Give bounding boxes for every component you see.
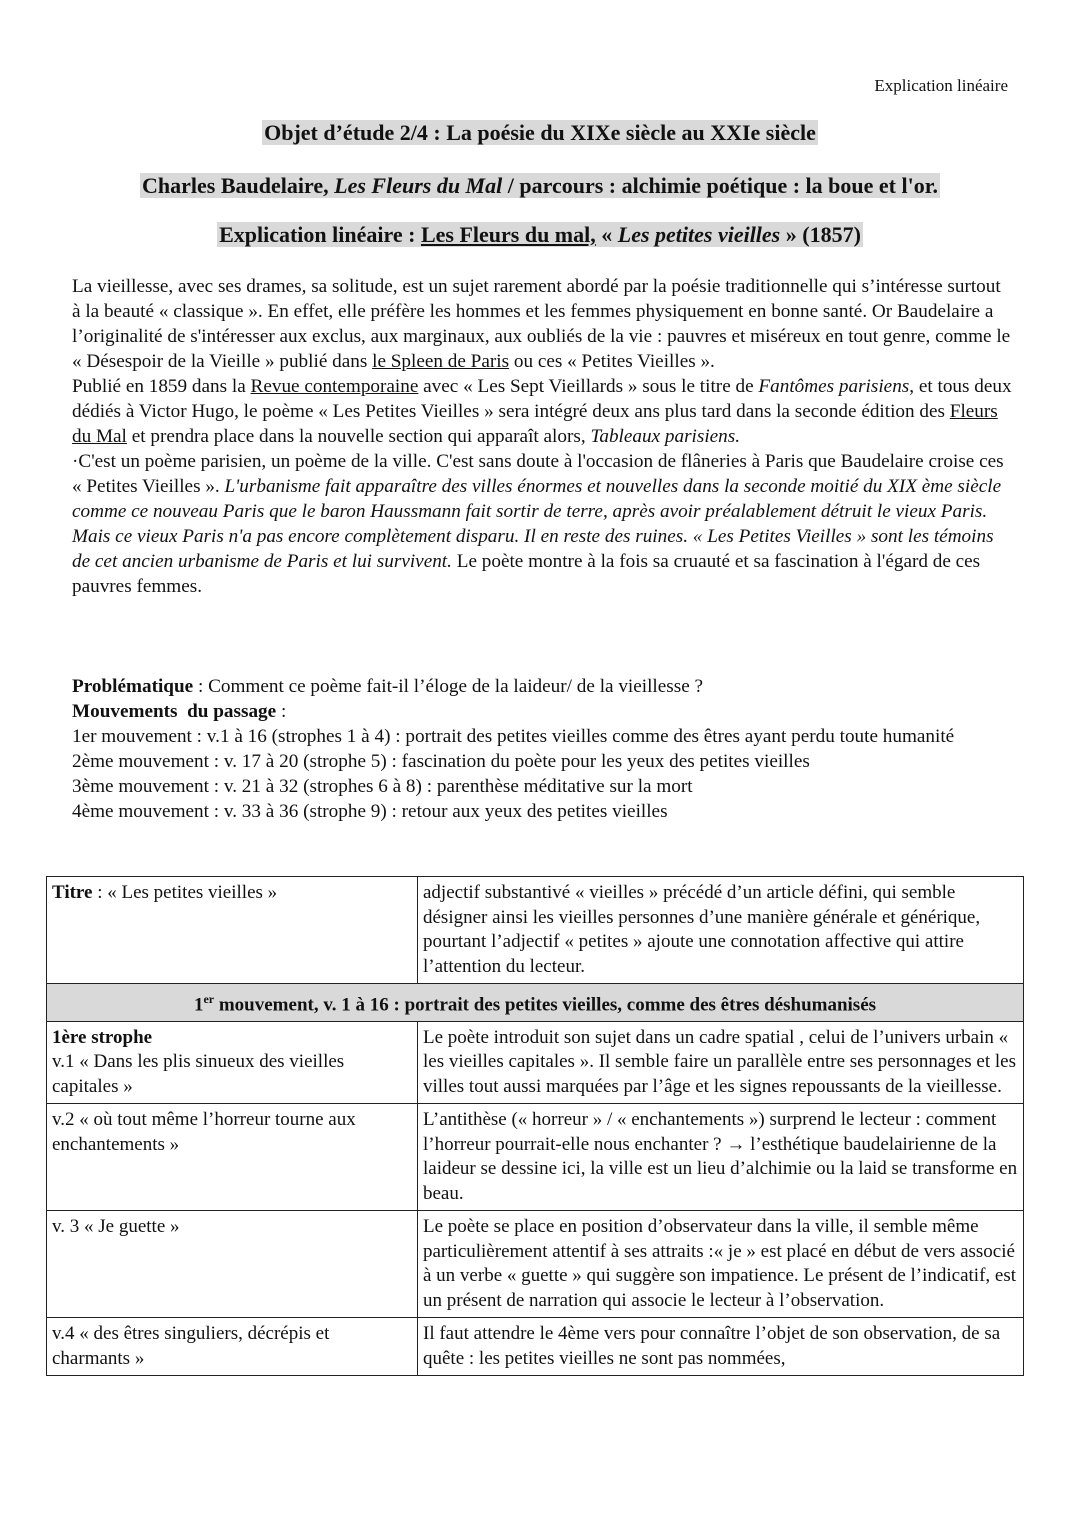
movement-header-row [47,984,1024,1022]
intro-p1-underlined: le Spleen de Paris [372,351,510,372]
mouvements-label: Mouvements du passage [72,701,277,722]
study-object-title [0,120,1080,146]
comment-cell: L’antithèse (« horreur » / « enchantements ») surprend le lecteur : comment l’horreur pourrait-elle nous enchanter ? → l’esthétique baudelairienne de la laideur se dessine ici, la ville est un lieu d’alchimie ou la laid se transforme en beau. [418,1104,1024,1211]
parcours-work: Les Fleurs du Mal [334,173,503,198]
intro-p1-end: ou ces « Petites Vieilles ». [509,351,715,372]
title-row [47,877,1024,984]
table-row [47,1211,1024,1318]
verse-cell [47,1021,418,1104]
explication-year: » (1857) [780,222,861,247]
problematique-text: : Comment ce poème fait-il l’éloge de la laideur/ de la vieillesse ? [193,676,704,697]
verse-cell: v. 3 « Je guette » [47,1211,418,1318]
problematique-label: Problématique [72,676,194,697]
title-label: Titre [52,882,93,903]
explication-prefix: Explication linéaire : [219,222,421,247]
mouvements-colon: : [276,701,287,722]
explication-quote-open: « [595,222,618,247]
intro-p2-text-b: avec « Les Sept Vieillards » sous le titre de [418,376,759,397]
title-text: : « Les petites vieilles » [92,882,278,903]
problematique-line [72,674,1012,699]
table-row [47,1318,1024,1376]
parcours-title [0,173,1080,199]
mouvement-2: 2ème mouvement : v. 17 à 20 (strophe 5) : fascination du poète pour les yeux des petites vieilles [72,751,810,772]
verse-cell: v.4 « des êtres singuliers, décrépis et charmants » [47,1318,418,1376]
explication-poem: Les petites vieilles [617,222,781,247]
problematique-section [72,674,1012,824]
intro-p2-text-c: , et tous deux dédiés à Victor Hugo, le poème « Les Petites Vieilles » sera intégré deux ans plus tard dans la seconde édition des [72,376,1012,422]
intro-p2-text-a: Publié en 1859 dans la [72,376,251,397]
verse-quote: v.1 « Dans les plis sinueux des vieilles capitales » [52,1051,345,1097]
movement-number: 1 [193,994,204,1016]
explication-highlight [217,222,863,247]
comment-cell: Le poète introduit son sujet dans un cadre spatial , celui de l’univers urbain « les vieilles capitales ». Il semble faire un parallèle entre ses personnages et les villes tout aussi marquées par l’âge et les signes repoussants de la vieillesse. [418,1021,1024,1104]
verse-cell: v.2 « où tout même l’horreur tourne aux enchantements » [47,1104,418,1211]
study-object-text: Objet d’étude 2/4 : La poésie du XIXe siècle au XXIe siècle [264,120,816,145]
explication-work: Les Fleurs du mal, [420,222,596,247]
introduction [72,274,1012,599]
title-cell [47,877,418,984]
intro-paragraph-3 [72,449,1012,599]
stanza-label: 1ère strophe [52,1026,153,1048]
analysis-table [46,876,1024,1376]
parcours-highlight [140,173,940,198]
mouvements-heading [72,699,1012,724]
intro-paragraph-2 [72,374,1012,449]
parcours-rest: / parcours : alchimie poétique : la boue et l'or. [502,173,938,198]
intro-p2-underlined-1: Revue contemporaine [250,376,419,397]
table-row [47,1104,1024,1211]
table-row [47,1021,1024,1104]
mouvement-3: 3ème mouvement : v. 21 à 32 (strophes 6 à 8) : parenthèse méditative sur la mort [72,776,693,797]
page-header-label: Explication linéaire [874,76,1008,95]
movement-header [47,984,1024,1022]
intro-p1-text: La vieillesse, avec ses drames, sa solitude, est un sujet rarement abordé par la poésie traditionnelle qui s’intéresse surtout à la beauté « classique ». En effet, elle préfère les hommes et les femmes physiquement en bonne santé. Or Baudelaire a l’originalité de s'intéresser aux exclus, aux marginaux, aux oubliés de la vie : pauvres et miséreux en tout genre, comme le « Désespoir de la Vieille » publié dans [72,276,1011,372]
intro-p2-underlined-2: Fleurs du Mal [72,401,998,447]
intro-p3-italic: L'urbanisme fait apparaître des villes énormes et nouvelles dans la seconde moitié du XIX ème siècle comme ce nouveau Paris que le baron Haussmann fait sortir de terre, après avoir préalablement détruit le vieux Paris. Mais ce vieux Paris n'a pas encore complètement disparu. Il en reste des ruines. « Les Petites Vieilles » sont les témoins de cet ancien urbanisme de Paris et lui survivent. [72,476,1002,572]
explication-title [0,222,1080,248]
comment-cell: Il faut attendre le 4ème vers pour connaître l’objet de son observation, de sa quête : les petites vieilles ne sont pas nommées, [418,1318,1024,1376]
intro-paragraph-1 [72,274,1012,374]
mouvement-1: 1er mouvement : v.1 à 16 (strophes 1 à 4) : portrait des petites vieilles comme des êtres ayant perdu toute humanité [72,726,955,747]
parcours-author: Charles Baudelaire, [142,173,335,198]
title-comment: adjectif substantivé « vieilles » précédé d’un article défini, qui semble désigner ainsi les vieilles personnes d’une manière générale et générique, pourtant l’adjectif « petites » ajoute une connotation affective qui attire l’attention du lecteur. [418,877,1024,984]
intro-p3-text-a: ·C'est un poème parisien, un poème de la ville. C'est sans doute à l'occasion de flâneries à Paris que Baudelaire croise ces « Petites Vieilles ». [72,451,1004,497]
intro-p3-text-b: Le poète montre à la fois sa cruauté et sa fascination à l'égard de ces pauvres femmes. [72,551,981,597]
movement-sup: er [203,992,215,1006]
mouvement-4: 4ème mouvement : v. 33 à 36 (strophe 9) : retour aux yeux des petites vieilles [72,801,668,822]
intro-p2-italic-2: Tableaux parisiens. [590,426,741,447]
intro-p2-italic-1: Fantômes parisiens [758,376,910,397]
movement-text: mouvement, v. 1 à 16 : portrait des petites vieilles, comme des êtres déshumanisés [214,994,877,1016]
intro-p2-text-d: et prendra place dans la nouvelle section qui apparaît alors, [126,426,591,447]
comment-cell: Le poète se place en position d’observateur dans la ville, il semble même particulièrement attentif à ses attraits :« je » est placé en début de vers associé à un verbe « guette » qui suggère son impatience. Le présent de l’indicatif, est un présent de narration qui associe le lecteur à l’observation. [418,1211,1024,1318]
